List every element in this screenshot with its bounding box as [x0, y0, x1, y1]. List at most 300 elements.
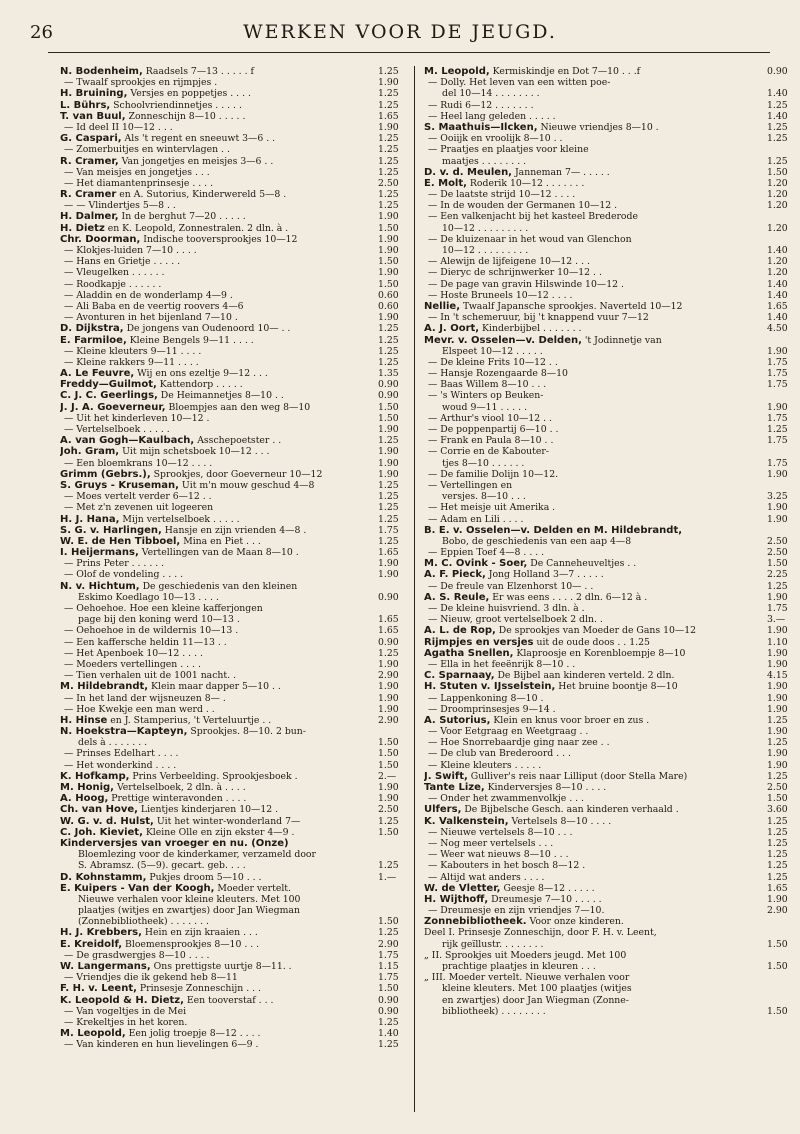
price: 1.25 [378, 647, 399, 659]
entry-title: page bij den koning werd 10—13 . [78, 614, 240, 626]
entry-title: Vertelsels 8—10 . . . . [508, 815, 612, 827]
price: 3.60 [767, 804, 788, 816]
entry-title: — Oehoehoe in de wildernis 10—13 . [64, 625, 239, 637]
price [767, 480, 800, 491]
catalog-entry [60, 469, 378, 480]
author-name: A. Sutorius, [424, 714, 491, 726]
price: 1.90 [767, 591, 788, 603]
price: 1.25 [767, 849, 788, 861]
entry-title: — Olof de vondeling . . . . [64, 569, 184, 581]
price: 1.50 [378, 759, 399, 771]
catalog-entry [60, 458, 378, 469]
catalog-entry [60, 939, 378, 950]
catalog-entry [60, 223, 378, 234]
catalog-entry [424, 446, 766, 457]
catalog-entry [424, 592, 766, 603]
entry-title: — De page van gravin Hilswinde 10—12 . [428, 278, 624, 290]
author-name: M. C. Ovink - Soer, [424, 558, 528, 570]
catalog-entry [424, 435, 766, 446]
price: 2.— [378, 770, 397, 782]
price [378, 603, 412, 614]
catalog-entry [60, 390, 378, 401]
price: 2.50 [767, 547, 788, 559]
author-name: T. van Buul, [60, 110, 126, 122]
entry-title: Nieuwe verhalen voor kleine kleuters. Met 100 [78, 893, 301, 905]
catalog-entry [60, 1006, 378, 1017]
catalog-entry [60, 514, 378, 525]
entry-title: — Kleine kleuters . . . . . [428, 759, 542, 771]
price: 1.25 [378, 88, 399, 100]
entry-title: — Alewijn de lijfeigene 10—12 . . . [428, 256, 590, 268]
entry-title: — Avonturen in het bijenland 7—10 . [64, 312, 238, 324]
entry-title: — Praatjes en plaatjes voor kleine [428, 144, 589, 156]
author-name: W. Langermans, [60, 961, 151, 972]
entry-title: S. Abramsz. (5—9). gecart. geb. . . . [78, 860, 246, 872]
price: 1.50 [378, 748, 399, 760]
author-name: H. Bruining, [60, 88, 128, 100]
catalog-entry [60, 726, 378, 737]
catalog-entry [60, 860, 378, 871]
author-name: W. G. v. d. Hulst, [60, 815, 154, 827]
price: 1.25 [378, 345, 399, 357]
page-header [0, 0, 800, 60]
catalog-entry [424, 267, 766, 278]
entry-title: Indische tooversprookjes 10—12 [140, 233, 298, 245]
price: 1.50 [378, 983, 399, 995]
price: 1.25 [378, 815, 399, 827]
catalog-entry [424, 1006, 766, 1017]
entry-title: — Heel lang geleden . . . . . [428, 110, 556, 122]
price: 1.25 [378, 200, 399, 212]
catalog-entry [424, 88, 766, 99]
price: 2.50 [378, 177, 399, 189]
price: 1.25 [378, 513, 399, 525]
price: 1.50 [378, 916, 399, 928]
author-name: Tante Lize, [424, 782, 485, 793]
price: 1.50 [767, 961, 788, 972]
entry-title: — Hoe Snorrebaardje ging naar zee . . [428, 737, 610, 749]
price [767, 77, 800, 88]
entry-title: plaatjes (witjes en zwartjes) door Jan Wiegman [78, 905, 300, 917]
author-name: C. Joh. Kieviet, [60, 826, 143, 838]
page-title: WERKEN VOOR DE JEUGD. [243, 21, 557, 43]
entry-title: — Hoste Bruneels 10—12 . . . . [428, 289, 573, 301]
catalog-entry [60, 480, 378, 491]
entry-title: — Id deel II 10—12 . . . [64, 121, 173, 133]
price: 1.90 [378, 77, 399, 89]
catalog-entry [424, 458, 766, 469]
entry-title: Janneman 7— . . . . . [511, 166, 610, 178]
price: 1.75 [767, 379, 788, 391]
entry-title: Ons prettigste uurtje 8—11. . [150, 961, 292, 972]
catalog-entry [60, 581, 378, 592]
entry-title: — In het land der wijsneuzen 8— . [64, 692, 226, 704]
catalog-entry [60, 312, 378, 323]
price: 1.90 [767, 893, 788, 905]
entry-title: Gulliver's reis naar Lilliput (door Stella Mare) [467, 770, 688, 782]
entry-title: Hein en zijn kraaien . . . [141, 927, 258, 939]
catalog-entry [424, 558, 766, 569]
catalog-entry [60, 301, 378, 312]
price: 1.90 [767, 647, 788, 659]
price: 1.25 [378, 1016, 399, 1028]
catalog-entry [60, 111, 378, 122]
entry-title: Lientjes kinderjaren 10—12 . [137, 804, 279, 816]
entry-title: „ II. Sprookjes uit Moeders jeugd. Met 100 [424, 949, 627, 961]
price: 1.25 [767, 826, 788, 838]
author-name: R. Cramer [60, 189, 117, 201]
price: 1.75 [767, 457, 788, 469]
catalog-entry [60, 670, 378, 681]
entry-title: — Tien verhalen uit de 1001 nacht. . [64, 670, 237, 682]
price: 1.90 [767, 748, 788, 760]
author-name: Nellie, [424, 300, 461, 312]
price: 2.90 [378, 938, 399, 950]
price: 3.25 [767, 491, 788, 503]
price: 1.90 [378, 658, 399, 670]
entry-title: woud 9—11 . . . . . [442, 401, 528, 413]
catalog-entry [60, 894, 378, 905]
price: 1.10 [767, 636, 788, 648]
catalog-entry [60, 804, 378, 815]
author-name: H. Wijthoff, [424, 893, 489, 905]
author-name: Joh. Gram, [60, 446, 120, 458]
author-name: H. Hinse [60, 714, 108, 726]
price: 4.50 [767, 323, 788, 335]
catalog-entry [60, 267, 378, 278]
author-name: R. Cramer, [60, 155, 119, 167]
price: 1.75 [378, 972, 399, 984]
entry-title: Wij en ons ezeltje 9—12 . . . [134, 368, 268, 380]
catalog-entry [60, 838, 378, 849]
entry-title: Uit mijn schetsboek 10—12 . . . [119, 446, 270, 458]
price: 1.25 [767, 99, 788, 111]
catalog-entry [424, 346, 766, 357]
catalog-entry [424, 726, 766, 737]
author-name: Mevr. v. Osselen—v. Delden, [424, 334, 582, 346]
catalog-entry [60, 715, 378, 726]
entry-title: Roderik 10—12 . . . . . . . [466, 177, 585, 189]
price: 1.20 [767, 222, 788, 234]
price: 1.25 [378, 479, 399, 491]
price: 1.50 [378, 826, 399, 838]
price: 1.90 [767, 468, 788, 480]
catalog-entry [424, 122, 766, 133]
catalog-entry [60, 704, 378, 715]
price: 1.50 [767, 166, 788, 178]
entry-title: — Moes vertelt verder 6—12 . . [64, 491, 212, 503]
catalog-entry [60, 782, 378, 793]
entry-title: Asschepoetster . . [194, 435, 282, 447]
entry-title: — Krekeltjes in het koren. [64, 1016, 188, 1028]
entry-title: — De kluizenaar in het woud van Glenchon [428, 233, 632, 245]
price: 1.20 [767, 177, 788, 189]
author-name: S. Gruys - Kruseman, [60, 479, 179, 491]
catalog-entry [60, 133, 378, 144]
catalog-entry [424, 704, 766, 715]
author-name: H. Dalmer, [60, 211, 119, 223]
price: 1.20 [767, 200, 788, 212]
price: 1.90 [378, 782, 399, 793]
entry-title: Prettige winteravonden . . . . [108, 793, 247, 805]
price: 1.90 [767, 625, 788, 637]
price: 0.90 [767, 66, 788, 77]
price [378, 849, 412, 860]
entry-title: — Lappenkoning 8—10 . [428, 692, 544, 704]
entry-title: — Hoe Kwekje een man werd . . [64, 703, 215, 715]
price: 1.20 [767, 267, 788, 279]
catalog-entry [60, 234, 378, 245]
right-column-entries [424, 66, 766, 1017]
catalog-entry [60, 995, 378, 1006]
price: 1.90 [378, 121, 399, 133]
catalog-entry [60, 178, 378, 189]
catalog-entry [60, 66, 378, 77]
entry-title: — Vertellingen en [428, 479, 513, 491]
entry-title: en A. Sutorius, Kinderwereld 5—8 . [116, 189, 287, 201]
catalog-entry [60, 256, 378, 267]
entry-title: Nieuwe vriendjes 8—10 . [537, 121, 659, 133]
entry-title: Kinderbijbel . . . . . . . [479, 323, 582, 335]
catalog-entry [60, 88, 378, 99]
catalog-entry [424, 547, 766, 558]
entry-title: dels à . . . . . . . [78, 737, 148, 749]
price: 1.75 [378, 524, 399, 536]
price: 1.25 [378, 133, 399, 145]
price: 1.50 [378, 412, 399, 424]
price: 1.50 [767, 558, 788, 570]
author-name: W. E. de Hen Tibboel, [60, 535, 181, 547]
catalog-entry [424, 279, 766, 290]
entry-title: — Voor Eetgraag en Weetgraag . . [428, 726, 589, 738]
left-column-entries [60, 66, 378, 1051]
price: 1.25 [767, 714, 788, 726]
entry-title: — Van vogeltjes in de Mei [64, 1005, 187, 1017]
entry-title: — Klokjes-luiden 7—10 . . . . [64, 245, 197, 256]
catalog-entry [424, 715, 766, 726]
price [767, 446, 800, 457]
catalog-entry [424, 838, 766, 849]
entry-title: — Vriendjes die ik gekend heb 8—11 [64, 972, 238, 984]
entry-title: Kleine Bengels 9—11 . . . . [126, 334, 254, 346]
author-name: K. Leopold & H. Dietz, [60, 994, 184, 1006]
price [767, 950, 800, 961]
author-name: Grimm (Gebrs.), [60, 468, 151, 480]
catalog-entry [424, 961, 766, 972]
catalog-entry [424, 905, 766, 916]
entry-title: Moeder vertelt. [214, 882, 291, 894]
price: 1.25 [767, 133, 788, 145]
price [767, 983, 800, 994]
price [767, 144, 800, 155]
catalog-entry [60, 491, 378, 502]
entry-title: — Weer wat nieuws 8—10 . . . [428, 849, 569, 861]
catalog-entry [424, 536, 766, 547]
catalog-entry [60, 648, 378, 659]
entry-title: — Corrie en de Kabouter- [428, 446, 549, 458]
price: 1.75 [767, 603, 788, 614]
price: 1.40 [378, 1028, 399, 1040]
author-name: Kinderversjes van vroeger en nu. (Onze) [60, 837, 289, 849]
catalog-entry [60, 200, 378, 211]
entry-title: — Het Apenboek 10—12 . . . . [64, 647, 203, 659]
price [767, 234, 800, 245]
catalog-entry [60, 536, 378, 547]
price: 1.25 [378, 144, 399, 156]
catalog-entry [60, 379, 378, 390]
catalog-entry [60, 323, 378, 334]
entry-title: Prinsesje Zonneschijn . . . [136, 983, 261, 995]
entry-title: Van jongetjes en meisjes 3—6 . . [118, 155, 274, 167]
price [767, 525, 800, 536]
entry-title: — Rudi 6—12 . . . . . . . [428, 99, 534, 111]
entry-title: — Frank en Paula 8—10 . . [428, 435, 554, 447]
entry-title: Eskimo Koedlago 10—13 . . . . [78, 591, 219, 603]
entry-title: — 's Winters op Beuken- [428, 390, 544, 402]
catalog-entry [424, 256, 766, 267]
catalog-entry [60, 748, 378, 759]
author-name: H. J. Hana, [60, 513, 120, 525]
price [767, 916, 800, 927]
author-name: Agatha Snellen, [424, 647, 514, 659]
price: 1.25 [767, 424, 788, 435]
catalog-entry [60, 100, 378, 111]
entry-title: — Een bloemkrans 10—12 . . . . [64, 457, 213, 469]
catalog-entry [60, 290, 378, 301]
catalog-entry [424, 111, 766, 122]
catalog-entry [60, 614, 378, 625]
catalog-entry [60, 592, 378, 603]
catalog-entry [424, 100, 766, 111]
catalog-entry [424, 670, 766, 681]
catalog-entry [424, 939, 766, 950]
catalog-entry [60, 156, 378, 167]
catalog-entry [60, 983, 378, 994]
price [378, 581, 412, 592]
catalog-entry [60, 446, 378, 457]
author-name: Zonnebibliotheek. [424, 916, 527, 928]
price: 2.90 [378, 670, 399, 682]
entry-title: Zonneschijn 8—10 . . . . . [125, 110, 246, 122]
entry-title: Vertellingen van de Maan 8—10 . [138, 547, 299, 559]
price: 1.40 [767, 110, 788, 122]
catalog-entry [424, 648, 766, 659]
entry-title: — Kabouters in het bosch 8—12 . [428, 860, 586, 872]
entry-title: — Hans en Grietje . . . . . [64, 256, 181, 268]
catalog-entry [60, 558, 378, 569]
entry-title: — Moeders vertellingen . . . . [64, 658, 201, 670]
price [378, 726, 412, 737]
entry-title: Bloempjes aan den weg 8—10 [165, 401, 311, 413]
catalog-entry [60, 793, 378, 804]
price: 1.25 [767, 155, 788, 167]
entry-title: — Eppien Toef 4—8 . . . . [428, 547, 545, 559]
price: 1.25 [378, 435, 399, 447]
price: 1.25 [767, 580, 788, 592]
author-name: A. L. de Rop, [424, 625, 496, 637]
catalog-entry [424, 860, 766, 871]
catalog-entry [424, 894, 766, 905]
entry-title: — Roodkapje . . . . . . [64, 278, 162, 290]
catalog-entry [424, 916, 766, 927]
entry-title: De geschiedenis van den kleinen [139, 580, 298, 592]
price: 1.90 [378, 211, 399, 223]
entry-title: Bobo, de geschiedenis van een aap 4—8 [442, 535, 632, 547]
price: 1.50 [378, 401, 399, 413]
price: 0.90 [378, 1005, 399, 1017]
price: 1.50 [378, 278, 399, 290]
catalog-entry [424, 693, 766, 704]
price [378, 905, 412, 916]
price: 1.25 [378, 502, 399, 514]
catalog-entry [60, 1039, 378, 1050]
catalog-entry [424, 312, 766, 323]
entry-title: — De poppenpartij 6—10 . . [428, 424, 559, 435]
catalog-entry [424, 782, 766, 793]
entry-title: — In 't schemeruur, bij 't knappend vuur 7—12 [428, 312, 649, 324]
price [767, 995, 800, 1006]
catalog-entry [60, 189, 378, 200]
entry-title: — Van kinderen en hun lievelingen 6—9 . [64, 1039, 259, 1051]
price: 1.90 [378, 703, 399, 715]
author-name: D. v. d. Meulen, [424, 166, 512, 178]
catalog-entry [60, 547, 378, 558]
catalog-entry [60, 693, 378, 704]
catalog-entry [60, 737, 378, 748]
header-rule [48, 52, 770, 53]
entry-title: 10—12 . . . . . . . . . [442, 245, 529, 256]
catalog-entry [60, 916, 378, 927]
price: 1.25 [767, 860, 788, 872]
author-name: E. Kreidolf, [60, 938, 123, 950]
catalog-entry [424, 927, 766, 938]
entry-title: Twaalf Japansche sprookjes. Naverteld 10—12 [460, 300, 683, 312]
catalog-entry [424, 178, 766, 189]
catalog-entry [424, 849, 766, 860]
entry-title: — Ooiijk en vroolijk 8—10 . . [428, 133, 563, 145]
entry-title: — Uit het kinderleven 10—12 . [64, 412, 210, 424]
entry-title: en J. Stamperius, 't Verteluurtje . . [107, 714, 272, 726]
author-name: G. Caspari, [60, 133, 122, 145]
catalog-entry [424, 469, 766, 480]
price: 1.90 [767, 658, 788, 670]
price: 1.90 [767, 726, 788, 738]
price: 4.15 [767, 670, 788, 682]
price: 1.65 [378, 625, 399, 637]
catalog-entry [424, 424, 766, 435]
price: 1.90 [378, 424, 399, 435]
price: 1.90 [378, 233, 399, 245]
entry-title: De Bijbel aan kinderen verteld. 2 dln. [494, 670, 675, 682]
column-divider [414, 66, 415, 1112]
price: 1.90 [767, 502, 788, 514]
catalog-entry [424, 514, 766, 525]
entry-title: — Nieuwe vertelsels 8—10 . . . [428, 826, 573, 838]
catalog-entry [60, 167, 378, 178]
catalog-entry [424, 614, 766, 625]
catalog-entry [424, 491, 766, 502]
entry-title: De Heimannetjes 8—10 . . [157, 390, 284, 402]
author-name: Rijmpjes en versjes [424, 636, 534, 648]
price: 1.— [378, 871, 397, 883]
author-name: A. F. Pieck, [424, 569, 486, 581]
entry-title: Vertelselboek, 2 dln. à . . . . [113, 782, 246, 793]
catalog-entry [424, 681, 766, 692]
price: 1.75 [767, 435, 788, 447]
entry-title: — In de wouden der Germanen 10—12 . [428, 200, 618, 212]
author-name: N. Hoekstra—Kapteyn, [60, 726, 188, 738]
catalog-entry [424, 223, 766, 234]
